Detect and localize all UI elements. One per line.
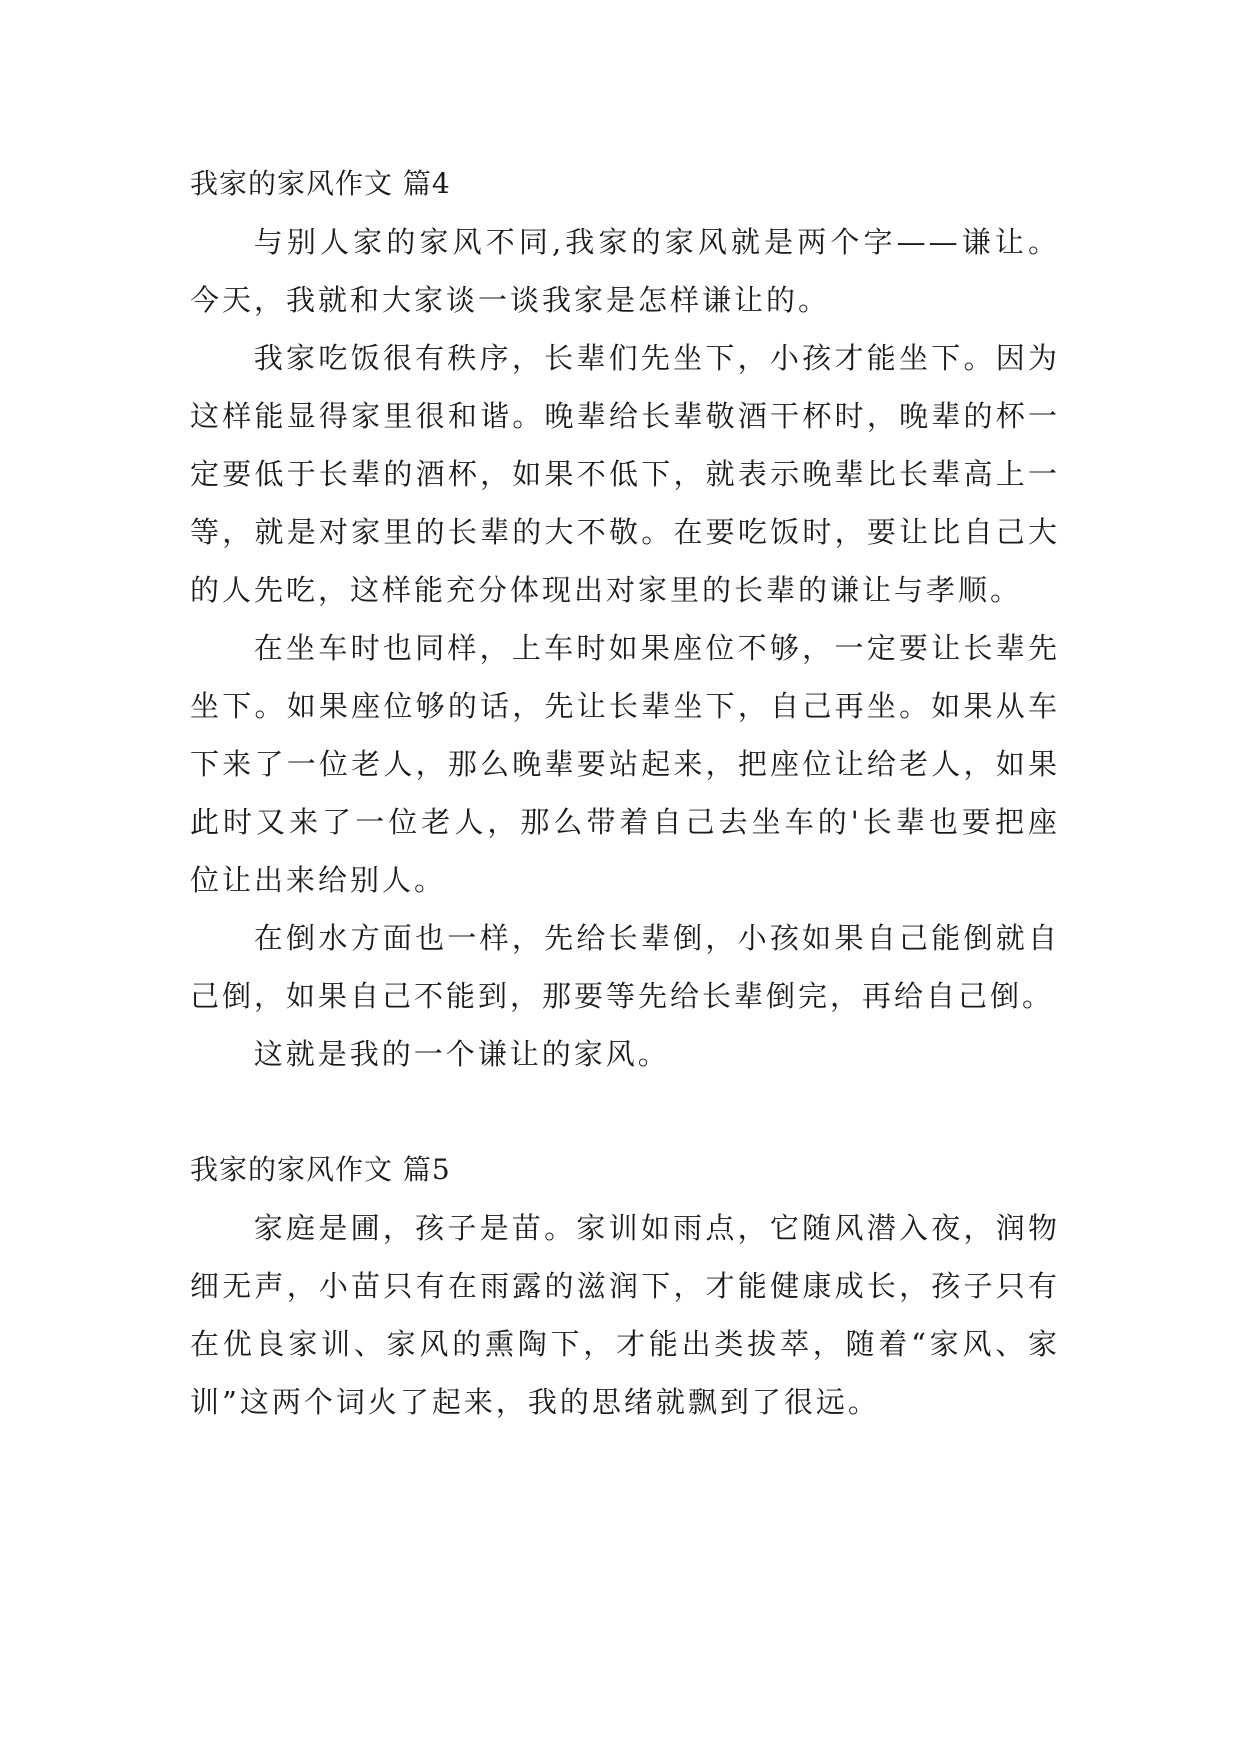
paragraph: 与别人家的家风不同,我家的家风就是两个字——谦让。今天，我就和大家谈一谈我家是怎样谦让的。 bbox=[190, 225, 1060, 317]
paragraph: 这就是我的一个谦让的家风。 bbox=[253, 1037, 670, 1071]
paragraph: 在坐车时也同样，上车时如果座位不够，一定要让长辈先坐下。如果座位够的话，先让长辈坐下，自己再坐。如果从车下来了一位老人，那么晚辈要站起来，把座位让给老人，如果此时又来了一位老人，那么带着自己去坐车的'长辈也要把座位让出来给别人。 bbox=[190, 631, 1060, 897]
section-title-4: 我家的家风作文 篇4 bbox=[190, 167, 451, 200]
paragraph: 家庭是圃，孩子是苗。家训如雨点，它随风潜入夜，润物细无声，小苗只有在雨露的滋润下，才能健康成长，孩子只有在优良家训、家风的熏陶下，才能出类拔萃，随着“家风、家训”这两个词火了起来，我的思绪就飘到了很远。 bbox=[190, 1211, 1060, 1419]
document-page bbox=[190, 155, 1060, 1431]
section-title-5: 我家的家风作文 篇5 bbox=[190, 1153, 451, 1186]
paragraph: 在倒水方面也一样，先给长辈倒，小孩如果自己能倒就自己倒，如果自己不能到，那要等先给长辈倒完，再给自己倒。 bbox=[190, 921, 1060, 1013]
section-gap bbox=[190, 1083, 1060, 1141]
paragraph: 我家吃饭很有秩序，长辈们先坐下，小孩才能坐下。因为这样能显得家里很和谐。晚辈给长辈敬酒干杯时，晚辈的杯一定要低于长辈的酒杯，如果不低下，就表示晚辈比长辈高上一等，就是对家里的长辈的大不敬。在要吃饭时，要让比自己大的人先吃，这样能充分体现出对家里的长辈的谦让与孝顺。 bbox=[190, 341, 1060, 607]
